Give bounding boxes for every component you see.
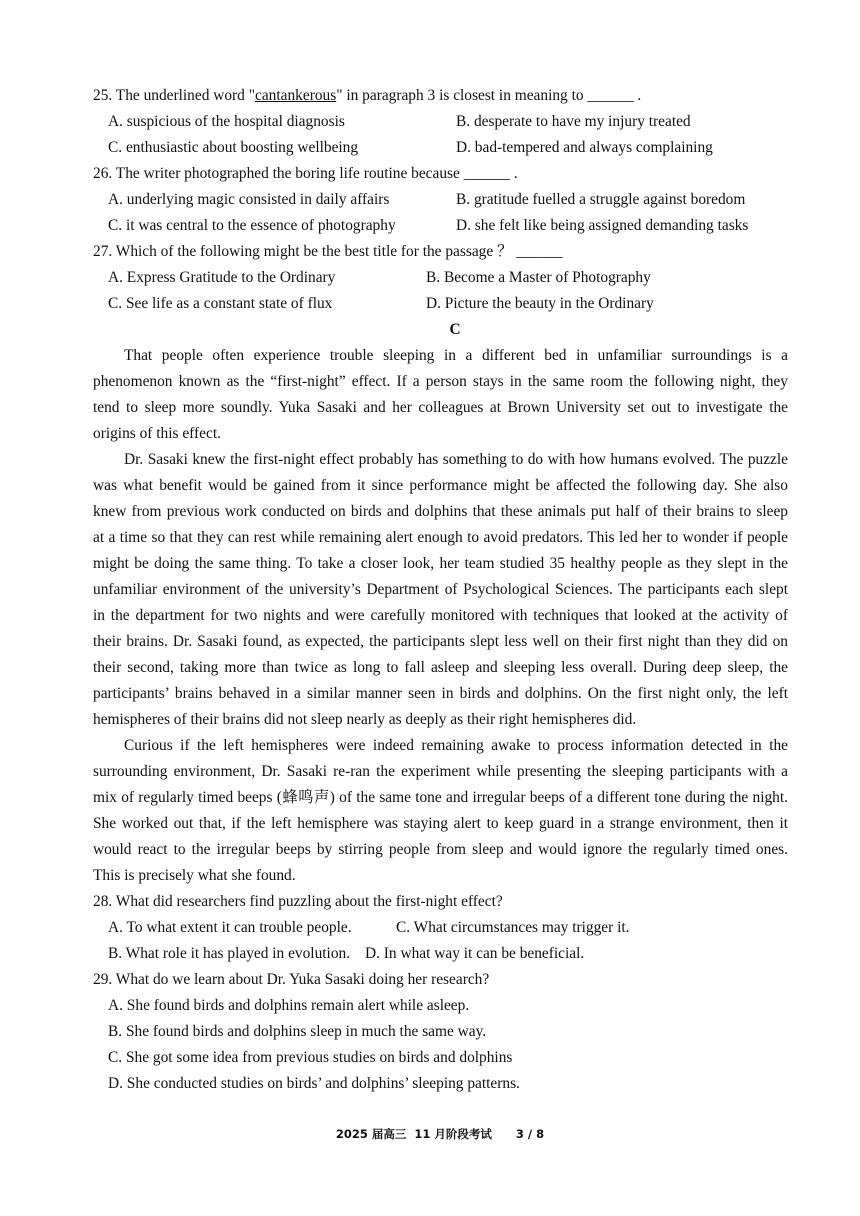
- passage-line: might be doing the same thing. To take a closer look, her team studied 35 healthy people as they slept in the: [93, 555, 788, 572]
- q26-option-c: C. it was central to the essence of photography: [108, 217, 396, 234]
- q28-option-c: C. What circumstances may trigger it.: [396, 919, 630, 936]
- passage-line: unfamiliar environment of the university’s Department of Psychological Sciences. The participants each slept: [93, 581, 788, 598]
- q27-option-a: A. Express Gratitude to the Ordinary: [108, 269, 336, 286]
- q27-option-c: C. See life as a constant state of flux: [108, 295, 333, 312]
- underlined-word: cantankerous: [255, 87, 337, 104]
- q28-option-b: B. What role it has played in evolution.: [108, 945, 351, 962]
- q28-option-d: D. In what way it can be beneficial.: [365, 945, 585, 962]
- q27-option-d: D. Picture the beauty in the Ordinary: [426, 295, 654, 312]
- passage-line: surrounding environment, Dr. Sasaki re-ran the experiment while presenting the sleeping participants with a: [93, 763, 788, 780]
- q29-option-a: A. She found birds and dolphins remain alert while asleep.: [108, 997, 470, 1014]
- q26-option-b: B. gratitude fuelled a struggle against boredom: [456, 191, 746, 208]
- q26-stem: 26. The writer photographed the boring life routine because ______ .: [93, 165, 518, 182]
- q29-option-d: D. She conducted studies on birds’ and dolphins’ sleeping patterns.: [108, 1075, 520, 1092]
- passage-line: was what benefit would be gained from it since performance might be affected the following day. She also: [93, 477, 788, 494]
- passage-line: Dr. Sasaki knew the first-night effect probably has something to do with how humans evolved. The puzzle: [124, 451, 788, 468]
- passage-line: Curious if the left hemispheres were indeed remaining awake to process information detected in the: [124, 737, 788, 754]
- passage-line: She worked out that, if the left hemisphere was staying alert to keep guard in a strange environment, then it: [93, 815, 788, 832]
- q25-option-b: B. desperate to have my injury treated: [456, 113, 691, 130]
- q25-option-d: D. bad-tempered and always complaining: [456, 139, 713, 156]
- q28-stem: 28. What did researchers find puzzling about the first-night effect?: [93, 893, 503, 910]
- passage-line: knew from previous work conducted on birds and dolphins that these animals put half of their brains to sleep: [93, 503, 788, 520]
- q29-option-b: B. She found birds and dolphins sleep in much the same way.: [108, 1023, 487, 1040]
- section-heading-c: C: [449, 321, 461, 338]
- passage-line: their brains. Dr. Sasaki found, as expected, the participants slept less well on their first night than they did on: [93, 633, 788, 650]
- passage-line: mix of regularly timed beeps (蜂鸣声) of the same tone and irregular beeps of a different tone during the night.: [93, 789, 788, 806]
- q25-option-c: C. enthusiastic about boosting wellbeing: [108, 139, 359, 156]
- passage-line: would react to the irregular beeps by stirring people from sleep and would ignore the regularly timed ones.: [93, 841, 788, 858]
- q26-option-d: D. she felt like being assigned demanding tasks: [456, 217, 749, 234]
- q28-option-a: A. To what extent it can trouble people.: [108, 919, 352, 936]
- passage-line: origins of this effect.: [93, 425, 221, 442]
- passage-line: at a time so that they can rest while remaining alert enough to avoid predators. This led her to wonder if people: [93, 529, 788, 546]
- q25-stem-before: 25. The underlined word ": [93, 87, 256, 104]
- passage-line: That people often experience trouble sleeping in a different bed in unfamiliar surroundings is a: [124, 347, 788, 364]
- passage-line: their second, taking more than twice as long to fall asleep and sleeping less overall. During deep sleep, the: [93, 659, 788, 676]
- q25-option-a: A. suspicious of the hospital diagnosis: [108, 113, 345, 130]
- passage-line: tend to sleep more soundly. Yuka Sasaki and her colleagues at Brown University set out to investigate the: [93, 399, 788, 416]
- passage-line: participants’ brains behaved in a similar manner seen in birds and dolphins. On the first night only, the left: [93, 685, 788, 702]
- passage-line: hemispheres of their brains did not sleep nearly as deeply as their right hemispheres did.: [93, 711, 637, 728]
- passage-line: This is precisely what she found.: [93, 867, 296, 884]
- page-footer: 2025 届高三 11 月阶段考试 3 / 8: [335, 1127, 545, 1141]
- q25-stem: [93, 86, 641, 106]
- q27-stem: 27. Which of the following might be the best title for the passage ？ ______: [93, 243, 563, 260]
- q29-option-c: C. She got some idea from previous studies on birds and dolphins: [108, 1049, 513, 1066]
- q29-stem: 29. What do we learn about Dr. Yuka Sasaki doing her research?: [93, 971, 490, 988]
- q26-option-a: A. underlying magic consisted in daily affairs: [108, 191, 390, 208]
- passage-line: in the department for two nights and were carefully monitored with techniques that looked at the activity of: [93, 607, 788, 624]
- passage-line: phenomenon known as the “first-night” effect. If a person stays in the same room the following night, they: [93, 373, 788, 390]
- q25-stem-after: " in paragraph 3 is closest in meaning to ______ .: [336, 87, 642, 104]
- q27-option-b: B. Become a Master of Photography: [426, 269, 651, 286]
